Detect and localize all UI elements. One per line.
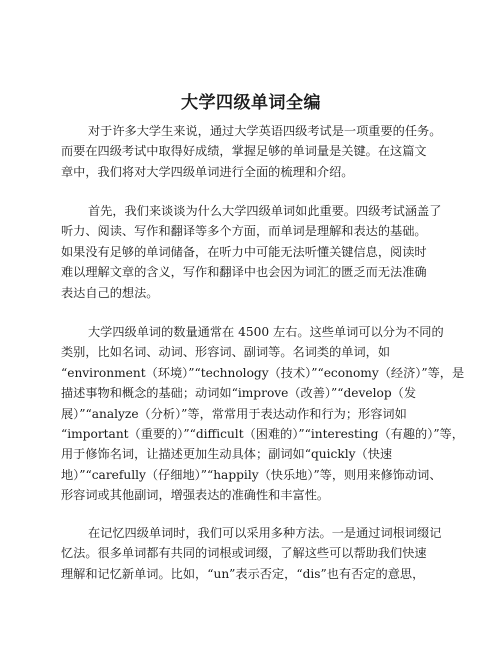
- text-line: 形容词或其他副词，增强表达的准确性和丰富性。: [61, 488, 330, 503]
- text-line: 类别，比如名词、动词、形容词、副词等。名词类的单词，如: [61, 345, 391, 360]
- text-line: 章中，我们将对大学四级单词进行全面的梳理和介绍。: [61, 164, 354, 179]
- text-line: “environment（环境）”“technology（技术）”“economy（经济）”等，是: [61, 365, 465, 380]
- paragraph-memory-methods: [61, 523, 481, 584]
- text-line: 听力、阅读、写作和翻译等多个方面，而单词是理解和表达的基础。: [61, 224, 427, 239]
- text-line: 而要在四级考试中取得好成绩，掌握足够的单词量是关键。在这篇文: [61, 144, 427, 159]
- paragraph-importance: [61, 201, 481, 303]
- text-line: 展）”“analyze（分析）”等，常常用于表达动作和行为；形容词如: [61, 406, 407, 421]
- text-line: 表达自己的想法。: [61, 285, 159, 300]
- text-line: 在记忆四级单词时，我们可以采用多种方法。一是通过词根词缀记: [88, 526, 442, 540]
- text-line: 理解和记忆新单词。比如，“un”表示否定，“dis”也有否定的意思，: [61, 566, 425, 581]
- text-line: 用于修饰名词，让描述更加生动具体；副词如“quickly（快速: [61, 447, 393, 462]
- paragraph-intro: [61, 121, 481, 182]
- text-line: 地）”“carefully（仔细地）”“happily（快乐地）”等，则用来修饰动词、: [61, 467, 442, 482]
- text-line: 忆法。很多单词都有共同的词根或词缀，了解这些可以帮助我们快速: [61, 546, 427, 561]
- document-title: 大学四级单词全编: [181, 93, 321, 113]
- text-line: 难以理解文章的含义，写作和翻译中也会因为词汇的匮乏而无法准确: [61, 265, 427, 280]
- text-line: 如果没有足够的单词储备，在听力中可能无法听懂关键信息，阅读时: [61, 244, 427, 259]
- text-line: 描述事物和概念的基础；动词如“improve（改善）”“develop（发: [61, 386, 417, 401]
- text-line: “important（重要的）”“difficult（困难的）”“interesting（有趣的）”等，: [61, 426, 464, 441]
- text-line: 首先，我们来谈谈为什么大学四级单词如此重要。四级考试涵盖了: [88, 204, 442, 218]
- paragraph-categories: [61, 322, 481, 506]
- text-line: 对于许多大学生来说，通过大学英语四级考试是一项重要的任务。: [88, 124, 442, 138]
- text-line: 大学四级单词的数量通常在 4500 左右。这些单词可以分为不同的: [88, 325, 444, 339]
